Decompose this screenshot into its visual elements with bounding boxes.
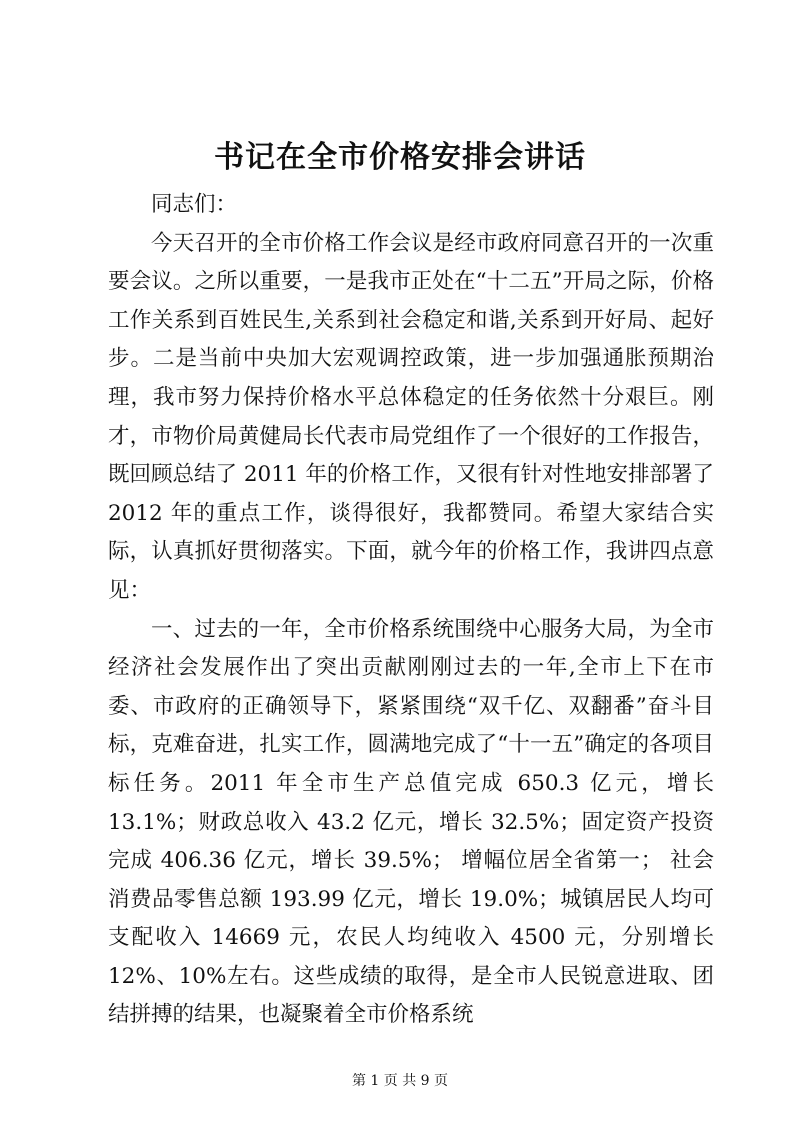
paragraph-1: 今天召开的全市价格工作会议是经市政府同意召开的一次重要会议。之所以重要，一是我市正处在“十二五”开局之际，价格工作关系到百姓民生,关系到社会稳定和谐,关系到开好局、起好步。二是当前中央加大宏观调控政策，进一步加强通胀预期治理，我市努力保持价格水平总体稳定的任务依然十分艰巨。刚才，市物价局黄健局长代表市局党组作了一个很好的工作报告，既回顾总结了 2011 年的价格工作，又很有针对性地安排部署了 2012 年的重点工作，谈得很好，我都赞同。希望大家结合实际，认真抓好贯彻落实。下面，就今年的价格工作，我讲四点意见：: [108, 230, 714, 603]
page-footer: 第 1 页 共 9 页: [351, 1073, 449, 1089]
document-title: 书记在全市价格安排会讲话: [214, 140, 586, 175]
salutation: 同志们：: [151, 192, 238, 217]
document-body: [108, 186, 714, 1035]
paragraph-2: 一、过去的一年，全市价格系统围绕中心服务大局，为全市经济社会发展作出了突出贡献刚刚过去的一年,全市上下在市委、市政府的正确领导下，紧紧围绕“双千亿、双翻番”奋斗目标，克难奋进，扎实工作，圆满地完成了“十一五”确定的各项目标任务。2011 年全市生产总值完成 650.3 亿元，增长 13.1%；财政总收入 43.2 亿元，增长 32.5%；固定资产投资完成 406.36 亿元，增长 39.5%； 增幅位居全省第一； 社会消费品零售总额 193.99 亿元，增长 19.0%；城镇居民人均可支配收入 14669 元，农民人均纯收入 4500 元，分别增长 12%、10%左右。这些成绩的取得，是全市人民锐意进取、团结拼搏的结果，也凝聚着全市价格系统: [108, 616, 714, 1028]
